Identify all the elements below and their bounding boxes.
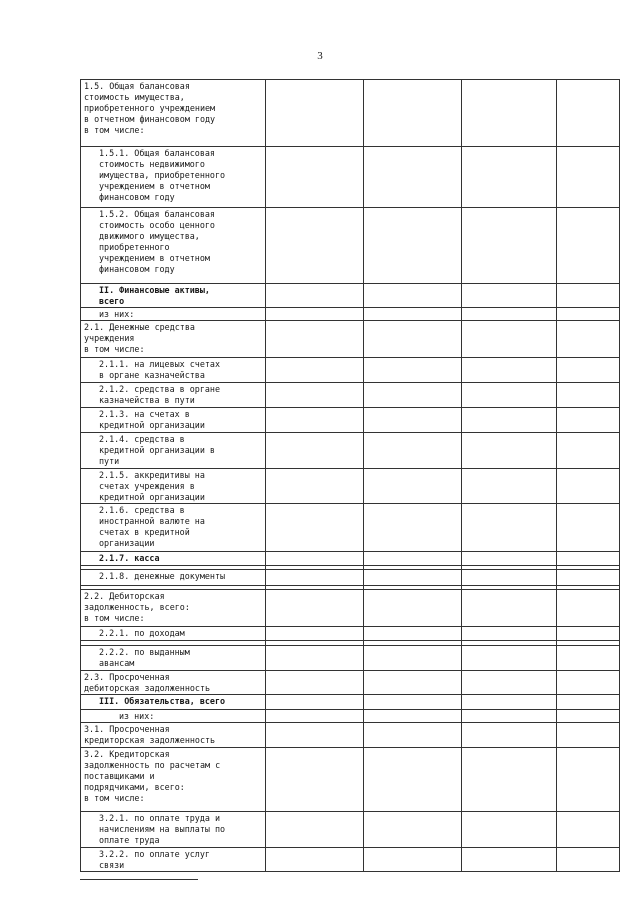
value-cell[interactable] (557, 308, 620, 321)
value-cell[interactable] (266, 284, 364, 308)
value-cell[interactable] (364, 695, 462, 710)
value-cell[interactable] (364, 469, 462, 504)
table-row (81, 710, 620, 723)
table-row (81, 671, 620, 695)
row-label: III. Обязательства, всего (81, 695, 266, 710)
value-cell[interactable] (364, 433, 462, 469)
value-cell[interactable] (364, 208, 462, 284)
row-label: 2.2. Дебиторская задолженность, всего: в том числе: (81, 590, 266, 627)
value-cell[interactable] (364, 723, 462, 748)
value-cell[interactable] (462, 570, 557, 586)
report-table (80, 79, 620, 872)
table-row (81, 723, 620, 748)
row-label: из них: (81, 308, 266, 321)
value-cell[interactable] (266, 469, 364, 504)
table-row (81, 321, 620, 358)
value-cell[interactable] (557, 723, 620, 748)
table-row (81, 848, 620, 872)
row-label: 2.2.1. по доходам (81, 627, 266, 641)
value-cell[interactable] (557, 433, 620, 469)
value-cell[interactable] (557, 627, 620, 641)
row-label: II. Финансовые активы, всего (81, 284, 266, 308)
value-cell[interactable] (266, 570, 364, 586)
table-row (81, 590, 620, 627)
value-cell[interactable] (557, 504, 620, 552)
row-label: 2.1.5. аккредитивы на счетах учреждения в кредитной организации (81, 469, 266, 504)
value-cell[interactable] (462, 590, 557, 627)
table-row (81, 208, 620, 284)
value-cell[interactable] (266, 504, 364, 552)
value-cell[interactable] (462, 469, 557, 504)
value-cell[interactable] (462, 147, 557, 208)
row-label: из них: (81, 710, 266, 723)
value-cell[interactable] (462, 504, 557, 552)
bottom-rule (80, 879, 198, 880)
value-cell[interactable] (557, 284, 620, 308)
row-label: 1.5.2. Общая балансовая стоимость особо ценного движимого имущества, приобретенного учреждением в отчетном финансовом году (81, 208, 266, 284)
value-cell[interactable] (364, 321, 462, 358)
row-label: 2.2.2. по выданным авансам (81, 646, 266, 671)
value-cell[interactable] (266, 552, 364, 566)
row-label: 2.3. Просроченная дебиторская задолженность (81, 671, 266, 695)
value-cell[interactable] (266, 848, 364, 872)
value-cell[interactable] (364, 848, 462, 872)
value-cell[interactable] (462, 358, 557, 383)
table-row (81, 383, 620, 408)
table-row (81, 695, 620, 710)
value-cell[interactable] (364, 710, 462, 723)
value-cell[interactable] (462, 321, 557, 358)
value-cell[interactable] (266, 321, 364, 358)
table-row (81, 748, 620, 812)
value-cell[interactable] (364, 383, 462, 408)
row-label: 2.1.1. на лицевых счетах в органе казначейства (81, 358, 266, 383)
table-row (81, 408, 620, 433)
row-label: 3.2.1. по оплате труда и начислениям на выплаты по оплате труда (81, 812, 266, 848)
value-cell[interactable] (462, 748, 557, 812)
value-cell[interactable] (557, 748, 620, 812)
value-cell[interactable] (266, 80, 364, 147)
value-cell[interactable] (364, 748, 462, 812)
value-cell[interactable] (364, 80, 462, 147)
value-cell[interactable] (557, 710, 620, 723)
value-cell[interactable] (364, 358, 462, 383)
value-cell[interactable] (266, 590, 364, 627)
value-cell[interactable] (462, 627, 557, 641)
value-cell[interactable] (266, 408, 364, 433)
row-label: 3.2.2. по оплате услуг связи (81, 848, 266, 872)
value-cell[interactable] (557, 80, 620, 147)
value-cell[interactable] (462, 723, 557, 748)
value-cell[interactable] (557, 695, 620, 710)
value-cell[interactable] (462, 812, 557, 848)
value-cell[interactable] (557, 552, 620, 566)
table-row (81, 358, 620, 383)
value-cell[interactable] (557, 358, 620, 383)
value-cell[interactable] (557, 812, 620, 848)
value-cell[interactable] (364, 812, 462, 848)
value-cell[interactable] (266, 695, 364, 710)
value-cell[interactable] (266, 208, 364, 284)
value-cell[interactable] (462, 710, 557, 723)
table-row (81, 469, 620, 504)
value-cell[interactable] (364, 147, 462, 208)
value-cell[interactable] (364, 504, 462, 552)
value-cell[interactable] (364, 552, 462, 566)
row-label: 2.1.6. средства в иностранной валюте на счетах в кредитной организации (81, 504, 266, 552)
table-row (81, 570, 620, 586)
value-cell[interactable] (557, 469, 620, 504)
value-cell[interactable] (266, 748, 364, 812)
value-cell[interactable] (364, 570, 462, 586)
value-cell[interactable] (266, 627, 364, 641)
value-cell[interactable] (462, 848, 557, 872)
value-cell[interactable] (266, 710, 364, 723)
table-row (81, 812, 620, 848)
row-label: 2.1.3. на счетах в кредитной организации (81, 408, 266, 433)
value-cell[interactable] (364, 408, 462, 433)
value-cell[interactable] (266, 308, 364, 321)
value-cell[interactable] (557, 646, 620, 671)
report-table-body (81, 80, 620, 872)
value-cell[interactable] (364, 627, 462, 641)
row-label: 2.1.8. денежные документы (81, 570, 266, 586)
table-row (81, 308, 620, 321)
page-number: 3 (317, 50, 323, 62)
value-cell[interactable] (266, 812, 364, 848)
value-cell[interactable] (462, 695, 557, 710)
value-cell[interactable] (462, 408, 557, 433)
value-cell[interactable] (462, 433, 557, 469)
value-cell[interactable] (266, 723, 364, 748)
value-cell[interactable] (462, 284, 557, 308)
row-label: 2.1.4. средства в кредитной организации в пути (81, 433, 266, 469)
row-label: 1.5.1. Общая балансовая стоимость недвижимого имущества, приобретенного учреждением в отчетном финансовом году (81, 147, 266, 208)
table-row (81, 646, 620, 671)
value-cell[interactable] (462, 80, 557, 147)
value-cell[interactable] (462, 671, 557, 695)
value-cell[interactable] (557, 147, 620, 208)
table-row (81, 284, 620, 308)
value-cell[interactable] (266, 433, 364, 469)
value-cell[interactable] (462, 383, 557, 408)
value-cell[interactable] (462, 646, 557, 671)
row-label: 2.1.7. касса (81, 552, 266, 566)
value-cell[interactable] (266, 671, 364, 695)
value-cell[interactable] (557, 383, 620, 408)
value-cell[interactable] (557, 570, 620, 586)
value-cell[interactable] (266, 646, 364, 671)
table-row (81, 627, 620, 641)
row-label: 3.1. Просроченная кредиторская задолженность (81, 723, 266, 748)
value-cell[interactable] (557, 671, 620, 695)
value-cell[interactable] (266, 358, 364, 383)
row-label: 2.1. Денежные средства учреждения в том числе: (81, 321, 266, 358)
value-cell[interactable] (364, 284, 462, 308)
row-label: 2.1.2. средства в органе казначейства в пути (81, 383, 266, 408)
value-cell[interactable] (364, 671, 462, 695)
value-cell[interactable] (557, 321, 620, 358)
row-label: 1.5. Общая балансовая стоимость имущества, приобретенного учреждением в отчетном финансовом году в том числе: (81, 80, 266, 147)
table-row (81, 147, 620, 208)
value-cell[interactable] (557, 590, 620, 627)
value-cell[interactable] (364, 590, 462, 627)
value-cell[interactable] (266, 383, 364, 408)
table-row (81, 433, 620, 469)
row-label: 3.2. Кредиторская задолженность по расчетам с поставщиками и подрядчиками, всего: в том числе: (81, 748, 266, 812)
value-cell[interactable] (557, 848, 620, 872)
value-cell[interactable] (364, 646, 462, 671)
value-cell[interactable] (462, 208, 557, 284)
table-row (81, 552, 620, 566)
value-cell[interactable] (557, 408, 620, 433)
value-cell[interactable] (364, 308, 462, 321)
value-cell[interactable] (462, 308, 557, 321)
value-cell[interactable] (462, 552, 557, 566)
value-cell[interactable] (266, 147, 364, 208)
value-cell[interactable] (557, 208, 620, 284)
table-row (81, 80, 620, 147)
table-row (81, 504, 620, 552)
